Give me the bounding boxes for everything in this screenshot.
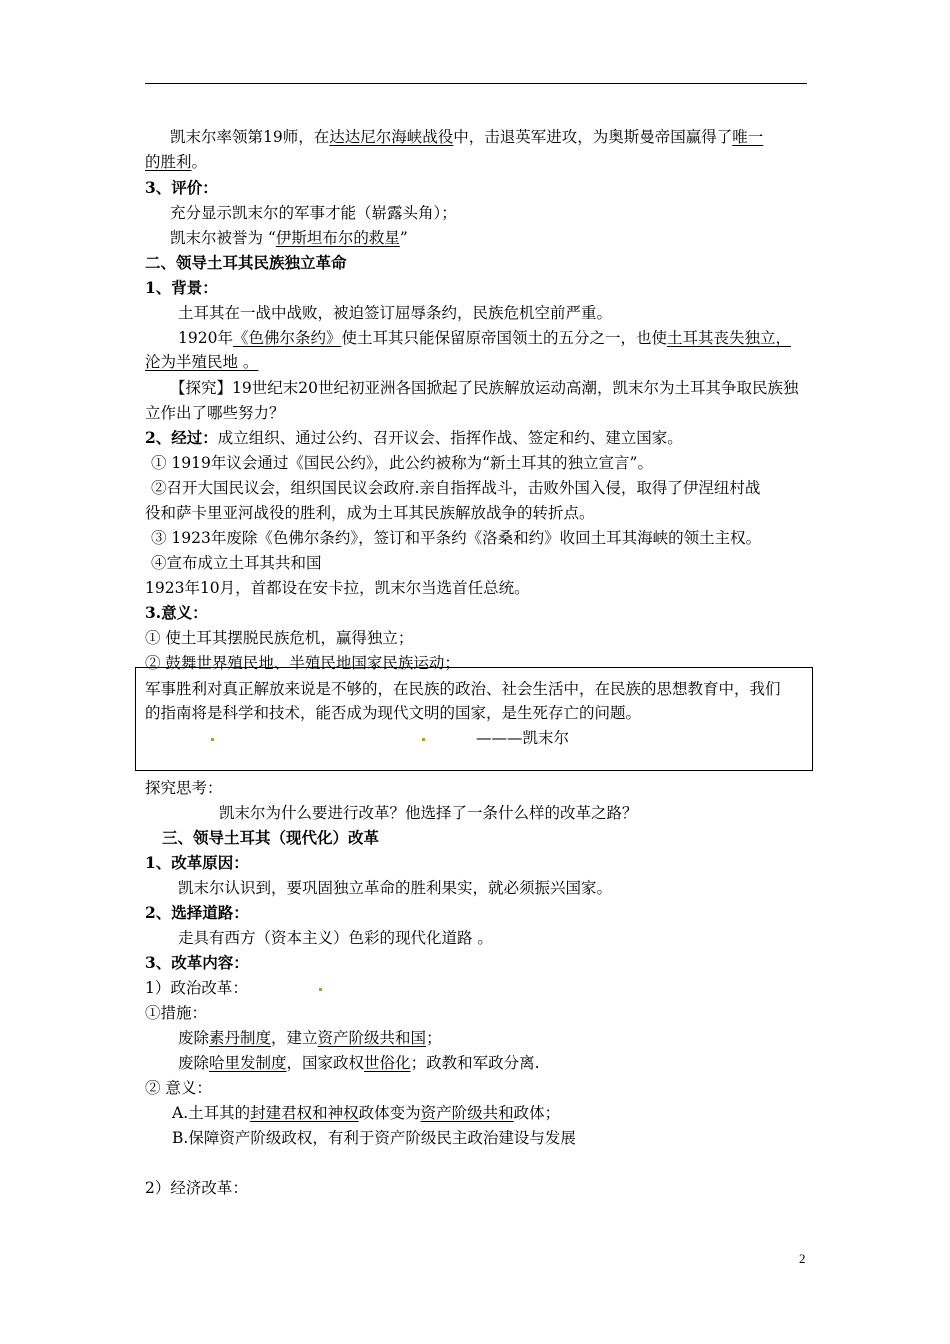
course-item-2: ②召开大国民议会，组织国民议会政府.亲自指挥战斗，击败外国入侵，取得了伊涅纽村战 (151, 479, 761, 497)
page-number: 2 (799, 1251, 806, 1266)
quote-author: ———凯末尔 (476, 729, 570, 747)
decorative-dot (422, 738, 425, 741)
measures-label: ①措施： (145, 1004, 208, 1022)
think-label: 探究思考： (145, 779, 223, 797)
explore-line-1: 【探究】19世纪末20世纪初亚洲各国掀起了民族解放运动高潮，凯末尔为土耳其争取民族独 (170, 379, 799, 397)
underlined-term: 素丹制度 (209, 1029, 272, 1047)
meaning-a: A.土耳其的封建君权和神权政体变为资产阶级共和政体； (172, 1104, 561, 1122)
heading-significance: 3.意义： (145, 603, 208, 622)
background-line-1: 土耳其在一战中战败，被迫签订屈辱条约，民族危机空前严重。 (178, 304, 613, 322)
underlined-term: 哈里发制度 (209, 1054, 287, 1072)
underlined-term: 土耳其丧失独立， (666, 329, 791, 347)
underlined-term: 的胜利 (145, 153, 192, 171)
measure-2: 废除哈里发制度，国家政权世俗化；政教和军政分离. (178, 1054, 540, 1072)
underlined-term: 资产阶级共和 (420, 1104, 514, 1122)
paragraph-gallipoli: 凯末尔率领第19师，在达达尼尔海峡战役中，击退英军进攻，为奥斯曼帝国赢得了唯一 (170, 128, 764, 146)
course-line: 2、经过：成立组织、通过公约、召开议会、指挥作战、签定和约、建立国家。 (145, 428, 683, 447)
political-reform-label: 1）政治改革： (145, 979, 248, 997)
course-item-4: ④宣布成立土耳其共和国 (151, 554, 322, 572)
section-heading-2: 二、领导土耳其民族独立革命 (145, 253, 347, 272)
heading-reform-content: 3、改革内容： (145, 953, 249, 972)
underlined-term: 封建君权和神权 (250, 1104, 359, 1122)
eval-line-2: 凯末尔被誉为 “伊斯坦布尔的救星” (170, 229, 408, 247)
background-line-3 (145, 352, 258, 372)
section-heading-3: 三、领导土耳其（现代化）改革 (162, 828, 380, 847)
significance-1: ① 使土耳其摆脱民族危机，赢得独立； (145, 629, 414, 647)
underlined-term: 伊斯坦布尔的救星 (275, 229, 400, 247)
heading-reform-cause: 1、改革原因： (145, 853, 249, 872)
course-item-1: ① 1919年议会通过《国民公约》，此公约被称为“新土耳其的独立宣言”。 (151, 454, 653, 472)
course-item-5: 1923年10月，首都设在安卡拉，凯末尔当选首任总统。 (145, 579, 530, 597)
course-item-3: ③ 1923年废除《色佛尔条约》，签订和平条约《洛桑和约》收回土耳其海峡的领土主权。 (151, 529, 762, 547)
meaning-label: ② 意义： (145, 1079, 212, 1097)
underlined-term: 唯一 (732, 128, 764, 146)
decorative-dot (211, 738, 214, 741)
heading-evaluation: 3、评价： (145, 178, 218, 197)
underlined-term: 沦为半殖民地 。 (145, 353, 259, 371)
underlined-term: 达达尼尔海峡战役 (329, 128, 454, 146)
quote-line-2: 的指南将是科学和技术，能否成为现代文明的国家，是生死存亡的问题。 (145, 704, 642, 722)
economic-reform-label: 2）经济改革： (145, 1179, 248, 1197)
course-item-2-cont: 役和萨卡里亚河战役的胜利，成为土耳其民族解放战争的转折点。 (145, 504, 595, 522)
underlined-term: 世俗化 (364, 1054, 411, 1072)
background-line-2: 1920年《色佛尔条约》使土耳其只能保留原帝国领土的五分之一，也使土耳其丧失独立， (178, 329, 791, 347)
think-question: 凯末尔为什么要进行改革？他选择了一条什么样的改革之路？ (219, 804, 638, 822)
heading-background: 1、背景： (145, 278, 218, 297)
quote-line-1: 军事胜利对真正解放来说是不够的，在民族的政治、社会生活中，在民族的思想教育中，我们 (145, 680, 781, 698)
underlined-term: 资产阶级共和国 (317, 1029, 427, 1047)
decorative-dot (319, 988, 322, 991)
underlined-term: 《色佛尔条约》 (232, 329, 342, 347)
paragraph-gallipoli-cont: 的胜利。 (145, 153, 208, 171)
explore-line-2: 立作出了哪些努力？ (145, 404, 285, 422)
heading-road: 2、选择道路： (145, 903, 249, 922)
header-rule (145, 83, 807, 84)
road-text: 走具有西方（资本主义）色彩的现代化道路 。 (178, 929, 493, 947)
meaning-b: B.保障资产阶级政权，有利于资产阶级民主政治建设与发展 (172, 1129, 576, 1147)
reform-cause-text: 凯末尔认识到，要巩固独立革命的胜利果实，就必须振兴国家。 (178, 879, 613, 897)
eval-line-1: 充分显示凯末尔的军事才能（崭露头角）； (170, 204, 457, 222)
measure-1: 废除素丹制度，建立资产阶级共和国； (178, 1029, 442, 1047)
significance-2: ② 鼓舞世界殖民地、半殖民地国家民族运动； (145, 654, 460, 672)
